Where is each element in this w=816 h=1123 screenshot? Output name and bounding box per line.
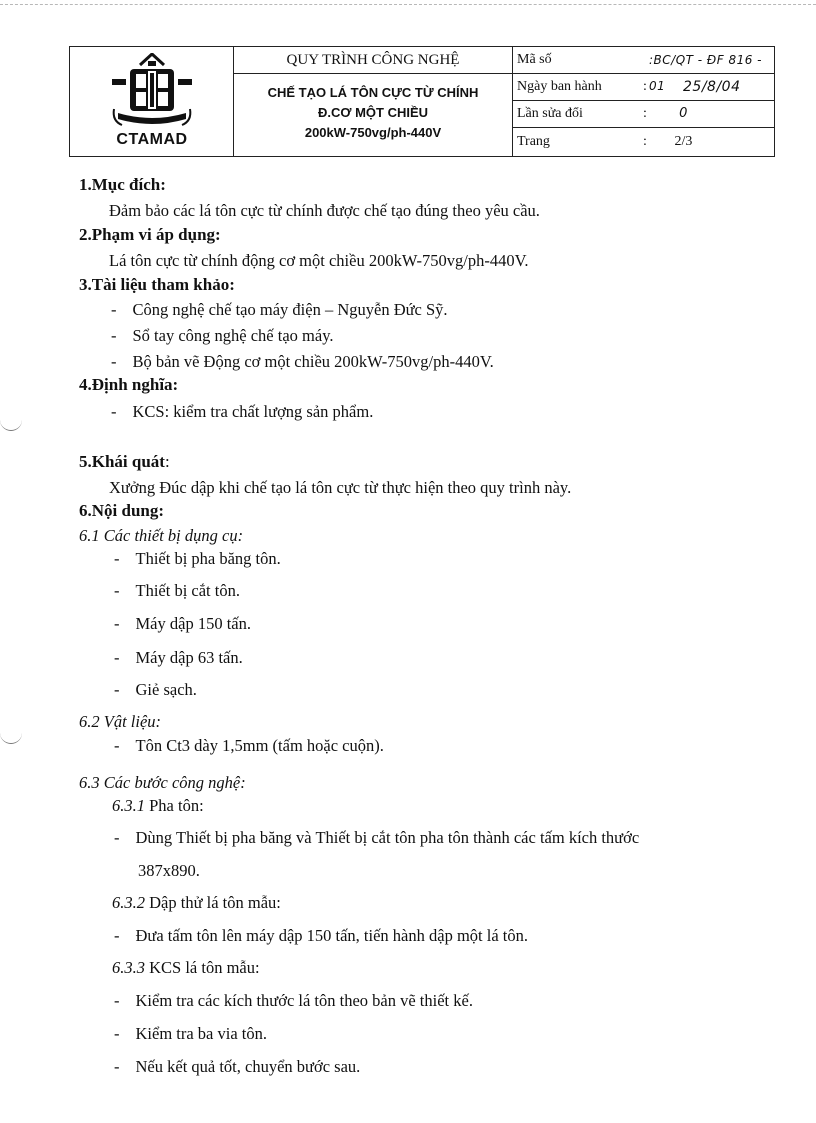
- list-item: - Công nghệ chế tạo máy điện – Nguyễn Đức Sỹ.: [111, 300, 448, 319]
- issue-date-value: 25/8/04: [683, 79, 741, 95]
- meta-colon: :: [649, 53, 654, 67]
- list-item-continuation: 387x890.: [138, 861, 200, 880]
- title-line: CHẾ TẠO LÁ TÔN CỰC TỪ CHÍNH: [267, 85, 479, 100]
- title-cell: [234, 47, 513, 156]
- subsection-heading: 6.2 Vật liệu:: [79, 712, 162, 731]
- section-heading: 3.Tài liệu tham khảo:: [79, 275, 235, 294]
- company-logo-icon: [110, 53, 194, 129]
- meta-cell: [513, 47, 774, 156]
- meta-label: Mã số: [517, 52, 552, 67]
- meta-label: Lần sửa đổi: [517, 106, 583, 121]
- list-item: - Giẻ sạch.: [114, 680, 197, 699]
- list-dash: -: [111, 300, 117, 319]
- meta-row-page: [513, 128, 774, 157]
- list-item: - Sổ tay công nghệ chế tạo máy.: [111, 326, 334, 345]
- title-line: Đ.CƠ MỘT CHIỀU: [317, 105, 429, 120]
- step-heading: 6.3.2 Dập thử lá tôn mẫu:: [112, 893, 281, 912]
- meta-row-revision: [513, 101, 774, 128]
- section-heading: 6.Nội dung:: [79, 501, 165, 520]
- meta-colon: :: [643, 134, 647, 149]
- list-item: - Thiết bị cắt tôn.: [114, 581, 240, 600]
- list-dash: -: [111, 352, 117, 371]
- paragraph: Lá tôn cực từ chính động cơ một chiều 200kW-750vg/ph-440V.: [109, 251, 529, 270]
- step-heading: 6.3.3 KCS lá tôn mẫu:: [112, 958, 260, 977]
- list-item: - Đưa tấm tôn lên máy dập 150 tấn, tiến hành dập một lá tôn.: [114, 926, 528, 945]
- section-heading: 4.Định nghĩa:: [79, 375, 179, 394]
- meta-label: Trang: [517, 134, 550, 149]
- title-line: 200kW-750vg/ph-440V: [304, 125, 442, 140]
- list-item: - KCS: kiểm tra chất lượng sản phẩm.: [111, 402, 374, 421]
- scan-edge-mark: [0, 420, 22, 431]
- list-item: - Kiểm tra các kích thước lá tôn theo bản vẽ thiết kế.: [114, 991, 473, 1010]
- scan-top-line: [0, 4, 816, 5]
- subsection-heading: 6.1 Các thiết bị dụng cụ:: [79, 526, 244, 545]
- list-item: - Dùng Thiết bị pha băng và Thiết bị cắt tôn pha tôn thành các tấm kích thước: [114, 828, 640, 847]
- revision-value: 0: [679, 106, 688, 121]
- meta-label: Ngày ban hành: [517, 79, 602, 94]
- logo-cell: [70, 47, 234, 156]
- document-title: [234, 83, 512, 143]
- page-number-value: 2/3: [674, 134, 693, 149]
- process-label: QUY TRÌNH CÔNG NGHỆ: [234, 47, 512, 74]
- subsection-heading: 6.3 Các bước công nghệ:: [79, 773, 246, 792]
- list-item: - Máy dập 63 tấn.: [114, 648, 243, 667]
- meta-row-issue-date: [513, 74, 774, 101]
- org-name: CTAMAD: [116, 131, 188, 148]
- document-header: [69, 46, 775, 157]
- paragraph: Xưởng Đúc dập khi chế tạo lá tôn cực từ thực hiện theo quy trình này.: [109, 478, 572, 497]
- paragraph: Đảm bảo các lá tôn cực từ chính được chế tạo đúng theo yêu cầu.: [109, 201, 540, 220]
- meta-colon: :: [643, 79, 647, 94]
- list-item: - Máy dập 150 tấn.: [114, 614, 251, 633]
- scan-edge-mark: [0, 733, 22, 744]
- section-heading: 5.Khái quát:: [79, 452, 170, 471]
- section-heading: 2.Phạm vi áp dụng:: [79, 225, 221, 244]
- list-item: - Thiết bị pha băng tôn.: [114, 549, 281, 568]
- list-dash: -: [111, 326, 117, 345]
- step-heading: 6.3.1 Pha tôn:: [112, 796, 204, 815]
- list-item: - Bộ bản vẽ Động cơ một chiều 200kW-750vg/ph-440V.: [111, 352, 494, 371]
- doc-code-value: BC/QT - ĐF 816 - 01: [649, 53, 762, 93]
- list-dash: -: [111, 402, 117, 421]
- list-item: - Nếu kết quả tốt, chuyển bước sau.: [114, 1057, 361, 1076]
- list-item: - Tôn Ct3 dày 1,5mm (tấm hoặc cuộn).: [114, 736, 384, 755]
- section-heading: 1.Mục đích:: [79, 175, 166, 194]
- list-item: - Kiểm tra ba via tôn.: [114, 1024, 268, 1043]
- meta-colon: :: [643, 106, 647, 121]
